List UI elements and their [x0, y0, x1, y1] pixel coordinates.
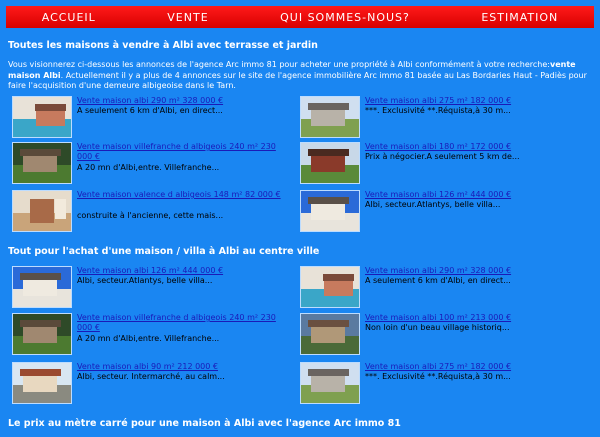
intro-part2: . Actuellement il y a plus de 4 annonces sur le site de l'agence immobilière Arc immo 81 basée au Las Bordaries Haut - Padiès pour faire l'acquisition d'une demeure albigeoise dans le Tarn. — [8, 70, 587, 90]
listing-photo[interactable] — [300, 190, 360, 232]
listing-description: A 20 mn d'Albi,entre. Villefranche... — [77, 334, 220, 343]
listing-link[interactable]: Vente maison albi 126 m² 444 000 € — [365, 190, 512, 199]
listing-card[interactable] — [8, 313, 293, 359]
listing-description: Albi, secteur.Atlantys, belle villa... — [77, 276, 213, 285]
listing-description: ***. Exclusivité **.Réquista,à 30 m... — [365, 106, 511, 115]
listing-link[interactable]: Vente maison albi 100 m² 213 000 € — [365, 313, 512, 322]
listing-link[interactable]: Vente maison albi 290 m² 328 000 € — [365, 266, 512, 275]
listing-photo[interactable] — [12, 266, 72, 308]
listing-description: Albi, secteur. Intermarché, au calm... — [77, 372, 225, 381]
nav-estimation[interactable]: ESTIMATION — [481, 10, 559, 24]
listing-description: ***. Exclusivité **.Réquista,à 30 m... — [365, 372, 511, 381]
listing-link[interactable]: Vente maison albi 126 m² 444 000 € — [77, 266, 224, 275]
nav-accueil[interactable]: ACCUEIL — [41, 10, 96, 24]
section-title-centre-ville: Tout pour l'achat d'une maison / villa à Albi au centre ville — [8, 246, 320, 257]
listing-card[interactable] — [296, 142, 581, 188]
listing-link[interactable]: Vente maison albi 90 m² 212 000 € — [77, 362, 218, 371]
main-nav — [6, 6, 594, 28]
listing-card[interactable] — [296, 266, 581, 312]
listing-card[interactable] — [296, 96, 581, 142]
listing-photo[interactable] — [12, 313, 72, 355]
listing-card[interactable] — [296, 313, 581, 359]
listing-card[interactable] — [8, 362, 293, 408]
listing-link[interactable]: Vente maison villefranche d albigeois 240 m² 230 000 € — [77, 142, 276, 161]
listing-description: A 20 mn d'Albi,entre. Villefranche... — [77, 163, 220, 172]
listing-description: A seulement 6 km d'Albi, en direct... — [77, 106, 223, 115]
listing-description: Prix à négocier.A seulement 5 km de... — [365, 152, 520, 161]
section-title-all-houses: Toutes les maisons à vendre à Albi avec terrasse et jardin — [8, 40, 318, 51]
listing-photo[interactable] — [12, 96, 72, 138]
listing-photo[interactable] — [300, 96, 360, 138]
listing-card[interactable] — [8, 190, 293, 236]
listing-photo[interactable] — [12, 190, 72, 232]
listing-photo[interactable] — [300, 266, 360, 308]
listing-card[interactable] — [8, 96, 293, 142]
intro-text — [8, 60, 588, 92]
listing-card[interactable] — [8, 142, 293, 188]
nav-qui-sommes-nous[interactable]: QUI SOMMES-NOUS? — [280, 10, 410, 24]
listing-description: construite à l'ancienne, cette mais... — [77, 211, 224, 220]
listing-link[interactable]: Vente maison villefranche d albigeois 240 m² 230 000 € — [77, 313, 276, 332]
listing-photo[interactable] — [300, 142, 360, 184]
nav-vente[interactable]: VENTE — [167, 10, 209, 24]
listing-photo[interactable] — [300, 313, 360, 355]
listing-card[interactable] — [8, 266, 293, 312]
intro-part1: Vous visionnerez ci-dessous les annonces de l'agence Arc immo 81 pour acheter une propriété à Albi conformément à votre recherche: — [8, 60, 550, 69]
listing-link[interactable]: Vente maison valence d albigeois 148 m² 82 000 € — [77, 190, 281, 199]
listing-card[interactable] — [296, 190, 581, 236]
listing-description: Albi, secteur.Atlantys, belle villa... — [365, 200, 501, 209]
listing-link[interactable]: Vente maison albi 275 m² 182 000 € — [365, 362, 512, 371]
listing-photo[interactable] — [12, 362, 72, 404]
listing-description: A seulement 6 km d'Albi, en direct... — [365, 276, 511, 285]
listing-link[interactable]: Vente maison albi 275 m² 182 000 € — [365, 96, 512, 105]
listing-photo[interactable] — [300, 362, 360, 404]
listing-link[interactable]: Vente maison albi 180 m² 172 000 € — [365, 142, 512, 151]
section-title-prix-m2: Le prix au mètre carré pour une maison à Albi avec l'agence Arc immo 81 — [8, 418, 401, 429]
listing-card[interactable] — [296, 362, 581, 408]
listing-link[interactable]: Vente maison albi 290 m² 328 000 € — [77, 96, 224, 105]
intro-bold: vente maison Albi — [8, 60, 576, 80]
listing-description: Non loin d'un beau village historiq... — [365, 323, 510, 332]
listing-photo[interactable] — [12, 142, 72, 184]
